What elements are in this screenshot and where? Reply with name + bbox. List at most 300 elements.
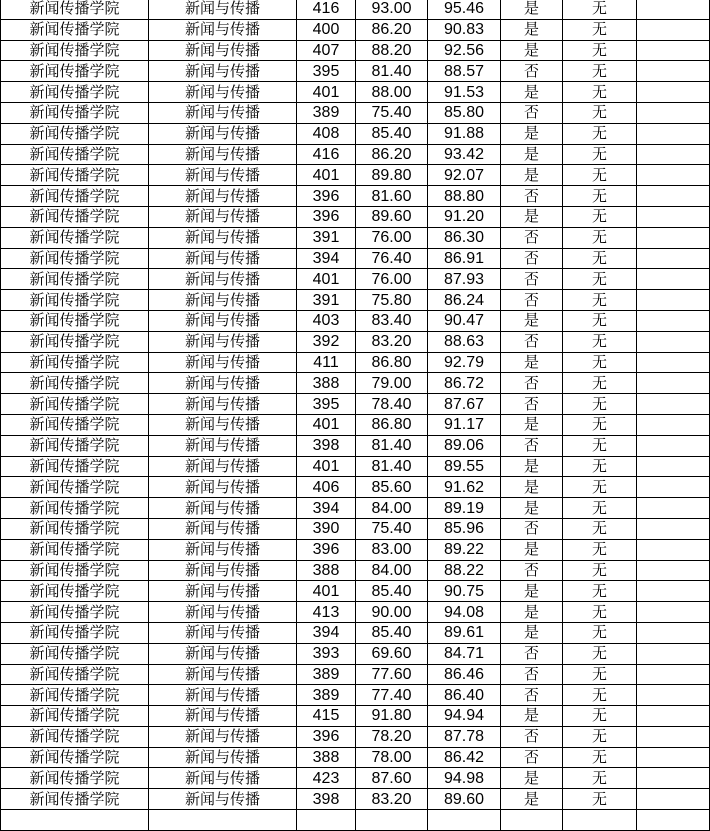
admitted-cell: 否 [501, 664, 563, 685]
exam-score-cell: 396 [297, 206, 356, 227]
major-cell: 新闻与传播 [149, 726, 297, 747]
exam-score-cell: 388 [297, 747, 356, 768]
exam-score-cell: 416 [297, 0, 356, 19]
interview-score-cell: 75.80 [356, 290, 428, 311]
remark-cell: 无 [563, 706, 637, 727]
table-row [1, 82, 710, 103]
admitted-cell: 是 [501, 789, 563, 810]
remark-cell: 无 [563, 19, 637, 40]
remark-cell: 无 [563, 123, 637, 144]
major-cell: 新闻与传播 [149, 352, 297, 373]
college-cell: 新闻传播学院 [1, 40, 149, 61]
major-cell: 新闻与传播 [149, 248, 297, 269]
exam-score-cell: 401 [297, 165, 356, 186]
admitted-cell: 是 [501, 165, 563, 186]
interview-score-cell: 78.40 [356, 394, 428, 415]
empty-cell [637, 664, 710, 685]
college-cell: 新闻传播学院 [1, 82, 149, 103]
college-cell: 新闻传播学院 [1, 123, 149, 144]
total-score-cell: 88.80 [428, 186, 501, 207]
college-cell: 新闻传播学院 [1, 622, 149, 643]
interview-score-cell: 88.00 [356, 82, 428, 103]
table-row [1, 227, 710, 248]
empty-cell [637, 248, 710, 269]
table-row [1, 456, 710, 477]
admitted-cell: 是 [501, 19, 563, 40]
college-cell: 新闻传播学院 [1, 643, 149, 664]
major-cell: 新闻与传播 [149, 581, 297, 602]
table-row [1, 518, 710, 539]
remark-cell: 无 [563, 165, 637, 186]
interview-score-cell: 85.40 [356, 622, 428, 643]
total-score-cell: 87.93 [428, 269, 501, 290]
admitted-cell: 是 [501, 456, 563, 477]
major-cell: 新闻与传播 [149, 144, 297, 165]
major-cell: 新闻与传播 [149, 61, 297, 82]
major-cell: 新闻与传播 [149, 685, 297, 706]
table-row [1, 206, 710, 227]
total-score-cell: 87.78 [428, 726, 501, 747]
exam-score-cell: 407 [297, 40, 356, 61]
exam-score-cell: 391 [297, 290, 356, 311]
table-row [1, 643, 710, 664]
remark-cell: 无 [563, 435, 637, 456]
total-score-cell: 92.79 [428, 352, 501, 373]
college-cell: 新闻传播学院 [1, 726, 149, 747]
major-cell: 新闻与传播 [149, 165, 297, 186]
admitted-cell: 是 [501, 82, 563, 103]
total-score-cell: 94.08 [428, 602, 501, 623]
empty-cell [637, 394, 710, 415]
major-cell: 新闻与传播 [149, 331, 297, 352]
college-cell: 新闻传播学院 [1, 477, 149, 498]
college-cell: 新闻传播学院 [1, 560, 149, 581]
table-row [1, 19, 710, 40]
empty-cell [149, 810, 297, 831]
college-cell: 新闻传播学院 [1, 789, 149, 810]
empty-cell [637, 622, 710, 643]
total-score-cell: 88.22 [428, 560, 501, 581]
total-score-cell: 89.22 [428, 539, 501, 560]
interview-score-cell: 83.20 [356, 789, 428, 810]
interview-score-cell: 85.60 [356, 477, 428, 498]
empty-cell [637, 144, 710, 165]
remark-cell: 无 [563, 643, 637, 664]
interview-score-cell: 81.40 [356, 456, 428, 477]
empty-cell [637, 435, 710, 456]
table-row [1, 144, 710, 165]
college-cell: 新闻传播学院 [1, 227, 149, 248]
admitted-cell: 否 [501, 102, 563, 123]
interview-score-cell: 86.80 [356, 352, 428, 373]
table-row [1, 102, 710, 123]
interview-score-cell: 86.20 [356, 144, 428, 165]
remark-cell: 无 [563, 664, 637, 685]
interview-score-cell: 91.80 [356, 706, 428, 727]
exam-score-cell: 393 [297, 643, 356, 664]
major-cell: 新闻与传播 [149, 643, 297, 664]
table-row [1, 789, 710, 810]
empty-cell [637, 310, 710, 331]
college-cell: 新闻传播学院 [1, 206, 149, 227]
college-cell: 新闻传播学院 [1, 664, 149, 685]
admitted-cell: 否 [501, 227, 563, 248]
table-row [1, 622, 710, 643]
major-cell: 新闻与传播 [149, 477, 297, 498]
major-cell: 新闻与传播 [149, 602, 297, 623]
empty-cell [637, 477, 710, 498]
remark-cell: 无 [563, 290, 637, 311]
remark-cell: 无 [563, 144, 637, 165]
interview-score-cell: 88.20 [356, 40, 428, 61]
remark-cell: 无 [563, 186, 637, 207]
total-score-cell: 86.40 [428, 685, 501, 706]
table-row [1, 560, 710, 581]
remark-cell: 无 [563, 414, 637, 435]
college-cell: 新闻传播学院 [1, 269, 149, 290]
college-cell: 新闻传播学院 [1, 19, 149, 40]
empty-cell [637, 456, 710, 477]
exam-score-cell: 423 [297, 768, 356, 789]
empty-cell [637, 40, 710, 61]
major-cell: 新闻与传播 [149, 186, 297, 207]
remark-cell: 无 [563, 352, 637, 373]
exam-score-cell: 390 [297, 518, 356, 539]
exam-score-cell: 396 [297, 186, 356, 207]
admitted-cell: 是 [501, 706, 563, 727]
interview-score-cell: 93.00 [356, 0, 428, 19]
exam-score-cell: 403 [297, 310, 356, 331]
remark-cell: 无 [563, 602, 637, 623]
empty-cell [637, 414, 710, 435]
empty-cell [637, 227, 710, 248]
score-table-body [1, 0, 710, 830]
total-score-cell: 95.46 [428, 0, 501, 19]
college-cell: 新闻传播学院 [1, 248, 149, 269]
interview-score-cell: 77.40 [356, 685, 428, 706]
interview-score-cell: 76.00 [356, 269, 428, 290]
exam-score-cell: 398 [297, 789, 356, 810]
major-cell: 新闻与传播 [149, 0, 297, 19]
major-cell: 新闻与传播 [149, 40, 297, 61]
major-cell: 新闻与传播 [149, 518, 297, 539]
remark-cell: 无 [563, 206, 637, 227]
major-cell: 新闻与传播 [149, 269, 297, 290]
empty-cell [1, 810, 149, 831]
college-cell: 新闻传播学院 [1, 685, 149, 706]
admitted-cell: 是 [501, 477, 563, 498]
admitted-cell: 否 [501, 518, 563, 539]
major-cell: 新闻与传播 [149, 290, 297, 311]
exam-score-cell: 394 [297, 622, 356, 643]
interview-score-cell: 85.40 [356, 581, 428, 602]
interview-score-cell: 77.60 [356, 664, 428, 685]
college-cell: 新闻传播学院 [1, 165, 149, 186]
exam-score-cell: 406 [297, 477, 356, 498]
remark-cell: 无 [563, 477, 637, 498]
empty-cell [637, 123, 710, 144]
exam-score-cell: 391 [297, 227, 356, 248]
college-cell: 新闻传播学院 [1, 331, 149, 352]
admitted-cell: 否 [501, 560, 563, 581]
admitted-cell: 否 [501, 747, 563, 768]
table-row [1, 310, 710, 331]
empty-cell [637, 61, 710, 82]
empty-cell [637, 186, 710, 207]
college-cell: 新闻传播学院 [1, 61, 149, 82]
college-cell: 新闻传播学院 [1, 414, 149, 435]
remark-cell: 无 [563, 331, 637, 352]
admitted-cell: 是 [501, 622, 563, 643]
college-cell: 新闻传播学院 [1, 290, 149, 311]
total-score-cell: 84.71 [428, 643, 501, 664]
interview-score-cell: 84.00 [356, 560, 428, 581]
admitted-cell: 是 [501, 0, 563, 19]
interview-score-cell: 69.60 [356, 643, 428, 664]
college-cell: 新闻传播学院 [1, 747, 149, 768]
interview-score-cell: 89.60 [356, 206, 428, 227]
table-row [1, 373, 710, 394]
empty-cell [637, 0, 710, 19]
admitted-cell: 否 [501, 61, 563, 82]
admitted-cell: 是 [501, 414, 563, 435]
remark-cell: 无 [563, 726, 637, 747]
table-row [1, 0, 710, 19]
empty-cell [637, 560, 710, 581]
interview-score-cell: 83.00 [356, 539, 428, 560]
total-score-cell: 93.42 [428, 144, 501, 165]
admitted-cell: 是 [501, 310, 563, 331]
table-row-partial [1, 810, 710, 831]
major-cell: 新闻与传播 [149, 560, 297, 581]
exam-score-cell: 395 [297, 394, 356, 415]
total-score-cell: 86.30 [428, 227, 501, 248]
total-score-cell: 86.46 [428, 664, 501, 685]
remark-cell: 无 [563, 747, 637, 768]
interview-score-cell: 81.40 [356, 435, 428, 456]
admitted-cell: 是 [501, 602, 563, 623]
total-score-cell: 92.07 [428, 165, 501, 186]
exam-score-cell: 401 [297, 581, 356, 602]
table-row [1, 186, 710, 207]
remark-cell: 无 [563, 581, 637, 602]
interview-score-cell: 78.00 [356, 747, 428, 768]
table-row [1, 165, 710, 186]
major-cell: 新闻与传播 [149, 706, 297, 727]
major-cell: 新闻与传播 [149, 456, 297, 477]
total-score-cell: 86.91 [428, 248, 501, 269]
admitted-cell: 是 [501, 144, 563, 165]
empty-cell [637, 539, 710, 560]
empty-cell [637, 165, 710, 186]
total-score-cell: 89.61 [428, 622, 501, 643]
interview-score-cell: 79.00 [356, 373, 428, 394]
remark-cell: 无 [563, 622, 637, 643]
table-row [1, 352, 710, 373]
total-score-cell: 85.80 [428, 102, 501, 123]
major-cell: 新闻与传播 [149, 227, 297, 248]
remark-cell: 无 [563, 560, 637, 581]
remark-cell: 无 [563, 685, 637, 706]
empty-cell [637, 82, 710, 103]
remark-cell: 无 [563, 248, 637, 269]
total-score-cell: 89.06 [428, 435, 501, 456]
empty-cell [637, 206, 710, 227]
empty-cell [637, 518, 710, 539]
exam-score-cell: 389 [297, 102, 356, 123]
admitted-cell: 是 [501, 352, 563, 373]
empty-cell [637, 331, 710, 352]
remark-cell: 无 [563, 102, 637, 123]
remark-cell: 无 [563, 61, 637, 82]
remark-cell: 无 [563, 40, 637, 61]
total-score-cell: 89.19 [428, 498, 501, 519]
college-cell: 新闻传播学院 [1, 498, 149, 519]
remark-cell: 无 [563, 456, 637, 477]
interview-score-cell: 78.20 [356, 726, 428, 747]
remark-cell: 无 [563, 539, 637, 560]
interview-score-cell: 81.60 [356, 186, 428, 207]
exam-score-cell: 400 [297, 19, 356, 40]
college-cell: 新闻传播学院 [1, 352, 149, 373]
total-score-cell: 86.72 [428, 373, 501, 394]
empty-cell [637, 810, 710, 831]
empty-cell [637, 102, 710, 123]
interview-score-cell: 75.40 [356, 102, 428, 123]
interview-score-cell: 86.20 [356, 19, 428, 40]
admitted-cell: 否 [501, 394, 563, 415]
college-cell: 新闻传播学院 [1, 373, 149, 394]
table-row [1, 602, 710, 623]
table-row [1, 706, 710, 727]
table-row [1, 394, 710, 415]
empty-cell [637, 290, 710, 311]
remark-cell: 无 [563, 518, 637, 539]
exam-score-cell: 398 [297, 435, 356, 456]
interview-score-cell: 76.40 [356, 248, 428, 269]
major-cell: 新闻与传播 [149, 414, 297, 435]
empty-cell [637, 789, 710, 810]
remark-cell: 无 [563, 373, 637, 394]
interview-score-cell: 86.80 [356, 414, 428, 435]
empty-cell [637, 706, 710, 727]
empty-cell [428, 810, 501, 831]
total-score-cell: 87.67 [428, 394, 501, 415]
college-cell: 新闻传播学院 [1, 186, 149, 207]
admitted-cell: 否 [501, 685, 563, 706]
table-row [1, 290, 710, 311]
empty-cell [637, 685, 710, 706]
table-row [1, 248, 710, 269]
table-row [1, 435, 710, 456]
empty-cell [637, 19, 710, 40]
college-cell: 新闻传播学院 [1, 581, 149, 602]
table-row [1, 747, 710, 768]
major-cell: 新闻与传播 [149, 664, 297, 685]
admitted-cell: 是 [501, 40, 563, 61]
empty-cell [637, 498, 710, 519]
exam-score-cell: 388 [297, 560, 356, 581]
empty-cell [356, 810, 428, 831]
college-cell: 新闻传播学院 [1, 706, 149, 727]
total-score-cell: 90.75 [428, 581, 501, 602]
exam-score-cell: 401 [297, 414, 356, 435]
major-cell: 新闻与传播 [149, 123, 297, 144]
empty-cell [501, 810, 563, 831]
college-cell: 新闻传播学院 [1, 518, 149, 539]
exam-score-cell: 395 [297, 61, 356, 82]
admitted-cell: 否 [501, 186, 563, 207]
exam-score-cell: 416 [297, 144, 356, 165]
total-score-cell: 86.42 [428, 747, 501, 768]
remark-cell: 无 [563, 310, 637, 331]
total-score-cell: 90.83 [428, 19, 501, 40]
total-score-cell: 88.57 [428, 61, 501, 82]
interview-score-cell: 89.80 [356, 165, 428, 186]
exam-score-cell: 389 [297, 685, 356, 706]
major-cell: 新闻与传播 [149, 373, 297, 394]
interview-score-cell: 90.00 [356, 602, 428, 623]
remark-cell: 无 [563, 82, 637, 103]
major-cell: 新闻与传播 [149, 789, 297, 810]
total-score-cell: 91.17 [428, 414, 501, 435]
major-cell: 新闻与传播 [149, 19, 297, 40]
college-cell: 新闻传播学院 [1, 539, 149, 560]
empty-cell [563, 810, 637, 831]
total-score-cell: 91.88 [428, 123, 501, 144]
interview-score-cell: 81.40 [356, 61, 428, 82]
exam-score-cell: 394 [297, 498, 356, 519]
table-row [1, 581, 710, 602]
major-cell: 新闻与传播 [149, 206, 297, 227]
admitted-cell: 是 [501, 768, 563, 789]
total-score-cell: 86.24 [428, 290, 501, 311]
empty-cell [637, 726, 710, 747]
exam-score-cell: 388 [297, 373, 356, 394]
table-row [1, 664, 710, 685]
admitted-cell: 否 [501, 726, 563, 747]
college-cell: 新闻传播学院 [1, 456, 149, 477]
interview-score-cell: 84.00 [356, 498, 428, 519]
total-score-cell: 91.20 [428, 206, 501, 227]
major-cell: 新闻与传播 [149, 768, 297, 789]
college-cell: 新闻传播学院 [1, 310, 149, 331]
table-row [1, 726, 710, 747]
total-score-cell: 91.62 [428, 477, 501, 498]
admitted-cell: 是 [501, 539, 563, 560]
admitted-cell: 否 [501, 643, 563, 664]
admitted-cell: 否 [501, 269, 563, 290]
empty-cell [637, 643, 710, 664]
table-row [1, 123, 710, 144]
college-cell: 新闻传播学院 [1, 0, 149, 19]
admitted-cell: 否 [501, 248, 563, 269]
exam-score-cell: 413 [297, 602, 356, 623]
empty-cell [637, 373, 710, 394]
major-cell: 新闻与传播 [149, 498, 297, 519]
admitted-cell: 否 [501, 331, 563, 352]
admitted-cell: 是 [501, 123, 563, 144]
exam-score-cell: 396 [297, 726, 356, 747]
exam-score-cell: 408 [297, 123, 356, 144]
empty-cell [637, 768, 710, 789]
table-row [1, 498, 710, 519]
major-cell: 新闻与传播 [149, 82, 297, 103]
total-score-cell: 89.55 [428, 456, 501, 477]
admitted-cell: 是 [501, 206, 563, 227]
table-row [1, 685, 710, 706]
interview-score-cell: 76.00 [356, 227, 428, 248]
